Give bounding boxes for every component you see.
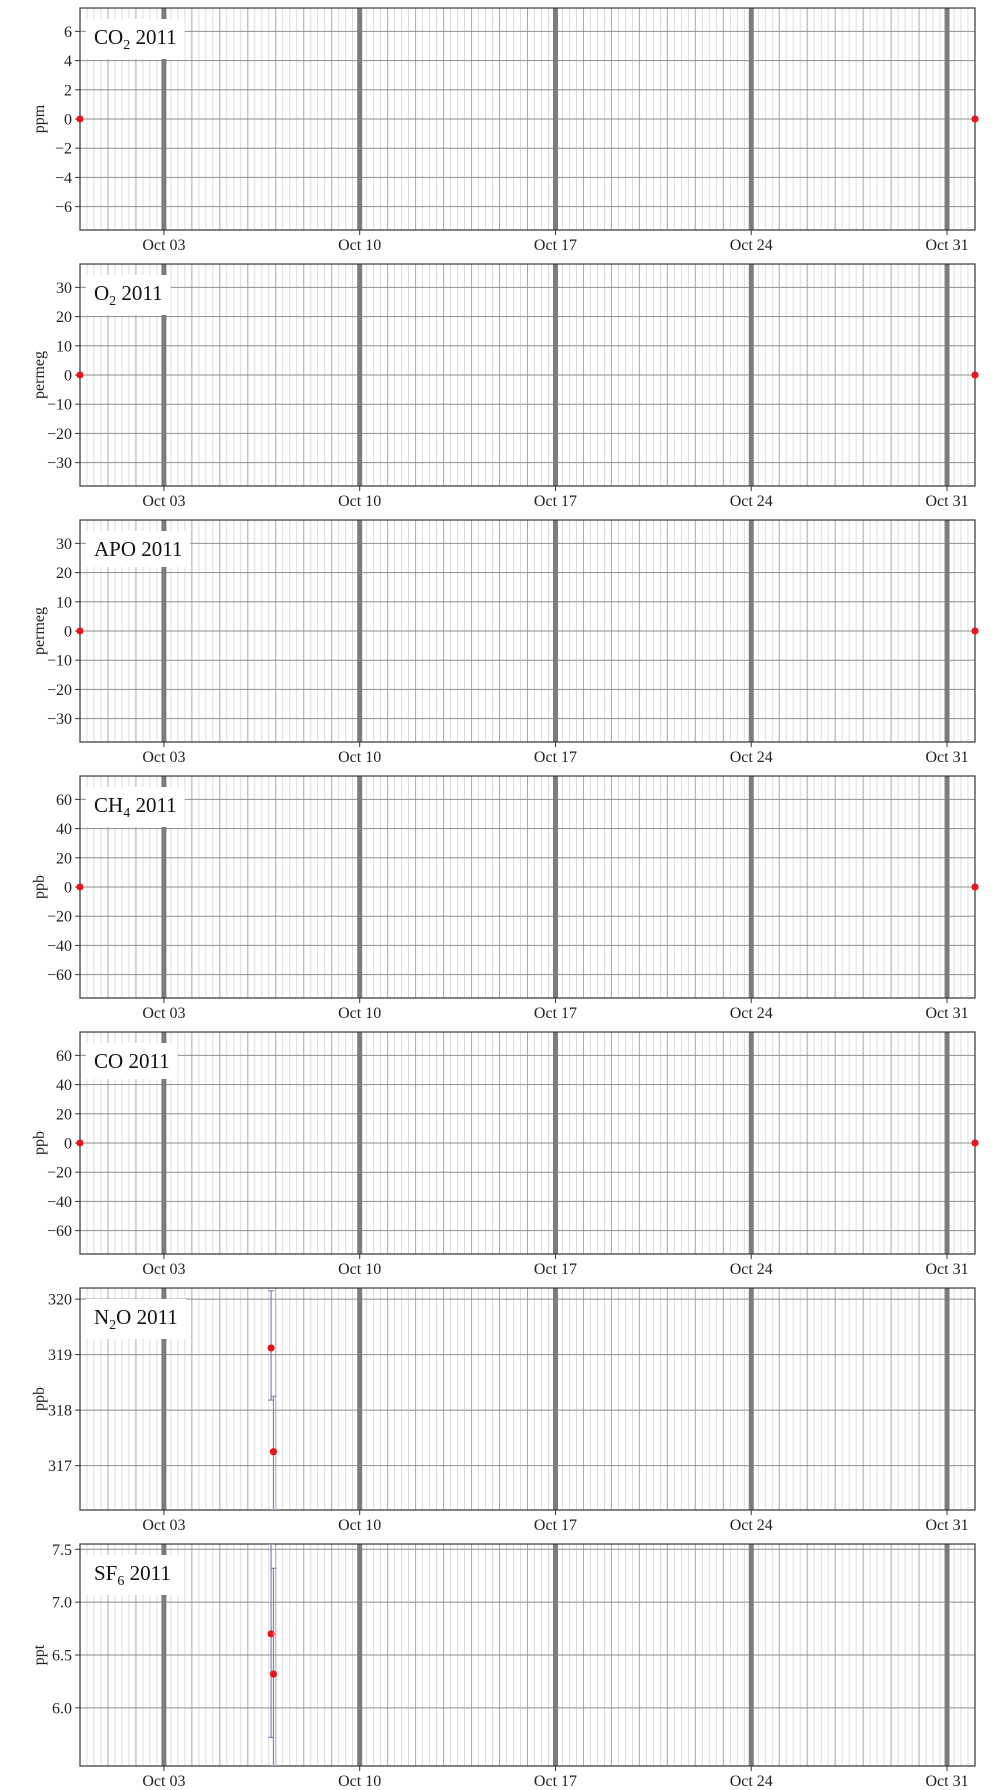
x-tick-label: Oct 03 [142, 237, 186, 254]
x-tick-label: Oct 31 [925, 1261, 969, 1278]
title-suffix: 2011 [130, 25, 177, 49]
y-tick-label: 320 [48, 1291, 72, 1309]
y-tick-label: 0 [64, 879, 72, 897]
y-tick-label: 319 [48, 1347, 72, 1365]
y-tick-label: −20 [46, 425, 72, 443]
y-tick-label: −10 [46, 652, 72, 670]
panel-3 [31, 776, 979, 1022]
title-prefix: O [94, 281, 110, 305]
x-tick-label: Oct 24 [729, 1005, 773, 1022]
data-point [971, 883, 978, 890]
title-prefix: N [94, 1305, 110, 1329]
grid [80, 1288, 975, 1510]
panel-4 [31, 1032, 979, 1278]
data-point [76, 1139, 83, 1146]
x-tick-label: Oct 10 [338, 237, 382, 254]
x-tick-label: Oct 10 [338, 1261, 382, 1278]
y-tick-label: −40 [46, 937, 72, 955]
data-point [76, 627, 83, 634]
y-tick-label: 30 [56, 279, 72, 297]
grid [80, 520, 975, 742]
x-tick-label: Oct 10 [338, 1517, 382, 1534]
x-tick-label: Oct 17 [533, 237, 578, 254]
x-tick-label: Oct 17 [533, 749, 578, 766]
x-tick-label: Oct 24 [729, 493, 773, 510]
data-point [76, 115, 83, 122]
y-tick-label: 0 [64, 1135, 72, 1153]
y-tick-label: 4 [64, 53, 72, 71]
y-tick-label: 20 [56, 565, 72, 583]
panel-title [86, 531, 191, 567]
panel-title-text [94, 1305, 178, 1333]
panel-title [86, 787, 185, 827]
x-tick-label: Oct 17 [533, 1517, 578, 1534]
data-point [971, 627, 978, 634]
y-tick-label: 20 [56, 1106, 72, 1124]
y-tick-label: 0 [64, 111, 72, 129]
x-tick-label: Oct 17 [533, 1261, 578, 1278]
x-tick-label: Oct 24 [729, 749, 773, 766]
panel-6 [31, 1542, 975, 1790]
y-axis-label: ppb [31, 1387, 48, 1411]
y-tick-label: −10 [46, 396, 72, 414]
panel-5 [31, 1288, 975, 1534]
title-suffix: 2011 [130, 793, 177, 817]
data-point [971, 115, 978, 122]
y-axis-label: ppb [31, 875, 48, 899]
x-tick-label: Oct 24 [729, 1261, 773, 1278]
panel-title-text [94, 537, 183, 561]
x-tick-label: Oct 31 [925, 1517, 969, 1534]
y-axis-label: permeg [31, 607, 48, 655]
y-tick-label: −6 [54, 199, 72, 217]
title-prefix: CH [94, 793, 124, 817]
y-tick-label: 20 [56, 309, 72, 327]
y-axis-label: permeg [31, 351, 48, 399]
y-tick-label: 317 [48, 1458, 72, 1476]
y-tick-label: 0 [64, 367, 72, 385]
x-tick-label: Oct 03 [142, 1261, 186, 1278]
x-tick-label: Oct 31 [925, 1773, 969, 1790]
x-tick-label: Oct 17 [533, 493, 578, 510]
title-prefix: SF [94, 1561, 118, 1585]
panel-title [86, 19, 185, 59]
panel-0 [31, 8, 979, 254]
data-point [76, 371, 83, 378]
y-axis-label: ppt [31, 1644, 48, 1666]
data-point [268, 1344, 275, 1351]
title-subscript: 4 [123, 806, 131, 821]
x-tick-label: Oct 17 [533, 1773, 578, 1790]
y-tick-label: −60 [46, 1223, 72, 1241]
panel-title-text [94, 281, 163, 309]
x-tick-label: Oct 31 [925, 749, 969, 766]
title-suffix: O 2011 [116, 1305, 178, 1329]
panel-title [86, 1299, 186, 1339]
title-subscript: 2 [109, 1318, 117, 1333]
x-tick-label: Oct 31 [925, 1005, 969, 1022]
y-tick-label: 6.5 [52, 1647, 72, 1665]
grid [80, 264, 975, 486]
y-tick-label: 40 [56, 821, 72, 839]
panel-title-text [94, 1561, 171, 1589]
x-tick-label: Oct 24 [729, 237, 773, 254]
panel-title [86, 1043, 178, 1079]
x-tick-label: Oct 31 [925, 237, 969, 254]
data-point [270, 1448, 277, 1455]
y-tick-label: 20 [56, 850, 72, 868]
y-tick-label: 2 [64, 82, 72, 100]
y-tick-label: 318 [48, 1402, 72, 1420]
y-tick-label: −20 [46, 681, 72, 699]
y-tick-label: 30 [56, 535, 72, 553]
y-tick-label: 40 [56, 1077, 72, 1095]
y-tick-label: −30 [46, 711, 72, 729]
data-point [76, 883, 83, 890]
data-point [270, 1670, 277, 1677]
y-axis-label: ppm [31, 104, 48, 134]
panel-title-text [94, 1049, 170, 1073]
panel-2 [31, 520, 979, 766]
y-tick-label: 60 [56, 791, 72, 809]
y-tick-label: 10 [56, 594, 72, 612]
y-tick-label: −60 [46, 967, 72, 985]
title-suffix: 2011 [116, 281, 163, 305]
y-tick-label: −2 [54, 140, 72, 158]
grid [80, 8, 975, 230]
x-tick-label: Oct 03 [142, 1517, 186, 1534]
panel-title-text [94, 793, 177, 821]
y-tick-label: 10 [56, 338, 72, 356]
title-suffix: 2011 [124, 1561, 171, 1585]
y-tick-label: −4 [54, 169, 72, 187]
panel-title [86, 275, 171, 315]
x-tick-label: Oct 24 [729, 1517, 773, 1534]
x-tick-label: Oct 10 [338, 1773, 382, 1790]
x-tick-label: Oct 31 [925, 493, 969, 510]
title-prefix: APO [94, 537, 137, 561]
y-tick-label: 6.0 [52, 1700, 72, 1718]
x-tick-label: Oct 03 [142, 749, 186, 766]
panel-1 [31, 264, 979, 510]
grid [80, 1544, 975, 1766]
title-subscript: 2 [109, 294, 117, 309]
title-prefix: CO [94, 25, 124, 49]
grid [80, 776, 975, 998]
data-point [971, 371, 978, 378]
x-tick-label: Oct 10 [338, 493, 382, 510]
y-tick-label: 60 [56, 1047, 72, 1065]
y-tick-label: 6 [64, 23, 72, 41]
y-tick-label: −30 [46, 455, 72, 473]
x-tick-label: Oct 10 [338, 749, 382, 766]
y-tick-label: −20 [46, 1164, 72, 1182]
y-tick-label: −40 [46, 1193, 72, 1211]
x-tick-label: Oct 03 [142, 493, 186, 510]
title-subscript: 2 [123, 38, 131, 53]
x-tick-label: Oct 10 [338, 1005, 382, 1022]
x-tick-label: Oct 17 [533, 1005, 578, 1022]
x-tick-label: Oct 03 [142, 1773, 186, 1790]
y-axis-label: ppb [31, 1131, 48, 1155]
panel-title [86, 1555, 179, 1595]
x-tick-label: Oct 03 [142, 1005, 186, 1022]
y-tick-label: 7.0 [52, 1594, 72, 1612]
grid [80, 1032, 975, 1254]
title-suffix: 2011 [123, 1049, 170, 1073]
title-suffix: 2011 [136, 537, 183, 561]
data-point [971, 1139, 978, 1146]
title-prefix: CO [94, 1049, 124, 1073]
x-tick-label: Oct 24 [729, 1773, 773, 1790]
title-subscript: 6 [117, 1574, 125, 1589]
y-tick-label: 0 [64, 623, 72, 641]
y-tick-label: −20 [46, 908, 72, 926]
panel-title-text [94, 25, 177, 53]
y-tick-label: 7.5 [52, 1541, 72, 1559]
